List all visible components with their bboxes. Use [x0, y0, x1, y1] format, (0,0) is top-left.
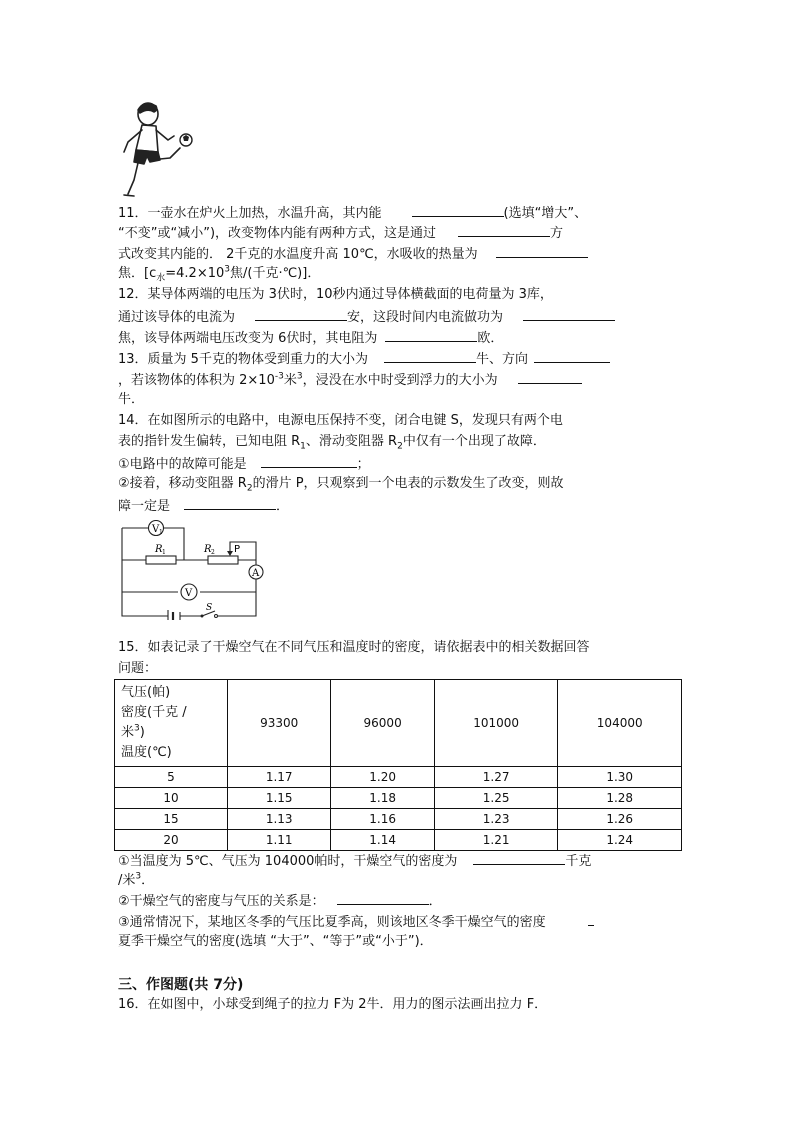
- q12-blank-2[interactable]: [523, 306, 615, 321]
- table-row: [115, 788, 682, 809]
- q11-text-1: 11．一壶水在炉火上加热，水温升高，其内能: [118, 206, 382, 221]
- q13-exp-2: 3: [296, 371, 303, 382]
- svg-text:1: 1: [159, 529, 163, 536]
- q13-text-3: 牛．: [118, 392, 145, 407]
- r1-label-sub: 1: [162, 549, 166, 556]
- density-cell: 1.24: [558, 830, 682, 851]
- density-cell: 1.15: [228, 788, 331, 809]
- q11-water-sub: 水: [156, 273, 166, 284]
- density-cell: 1.21: [434, 830, 558, 851]
- density-cell: 1.26: [558, 809, 682, 830]
- q15-blank-2[interactable]: [337, 890, 429, 905]
- svg-text:A: A: [252, 568, 260, 579]
- q12-text-1: 12．某导体两端的电压为 3伏时，10秒内通过导体横截面的电荷量为 3库，: [118, 287, 553, 302]
- q13-blank-2[interactable]: [534, 348, 610, 363]
- q11-text-1-tail: (选填“增大”、: [503, 206, 588, 221]
- q15-a1-end: ．: [141, 873, 155, 888]
- table-row: [115, 809, 682, 830]
- q11-line-3: [118, 243, 588, 265]
- q13-text-1b: 牛、方向: [475, 352, 528, 367]
- q11-text-4b: =4.2×10: [165, 266, 225, 281]
- q14-line-3: [118, 453, 370, 475]
- q11-text-3: 式改变其内能的． 2千克的水温度升高 10℃，水吸收的热量为: [118, 247, 478, 262]
- q15-answer-3: [118, 911, 594, 933]
- r2-label: R: [204, 544, 212, 555]
- density-cell: 1.25: [434, 788, 558, 809]
- q15-a2-end: ．: [428, 894, 442, 909]
- q11-text-4c: 焦/(千克·℃)]．: [230, 266, 321, 281]
- q13-blank-1[interactable]: [384, 348, 476, 363]
- q15-a3-text: ③通常情况下，某地区冬季的气压比夏季高，则该地区冬季干燥空气的密度: [118, 915, 546, 930]
- q15-answer-1-cont: [118, 871, 154, 891]
- temp-cell: 10: [115, 788, 228, 809]
- table-row: [115, 830, 682, 851]
- q14-blank-2[interactable]: [184, 495, 276, 510]
- q14-blank-1[interactable]: [261, 453, 357, 468]
- density-cell: 1.23: [434, 809, 558, 830]
- q16-line-1: [118, 995, 547, 1015]
- q15-line-1: [118, 638, 590, 658]
- q11-blank-1[interactable]: [412, 202, 504, 217]
- header-unit-text: 米: [121, 725, 135, 740]
- q15-a1-text: ①当温度为 5℃、气压为 104000帕时，干燥空气的密度为: [118, 854, 458, 869]
- q15-a1-unit-2: /米: [118, 873, 136, 888]
- svg-text:S: S: [206, 603, 213, 613]
- q11-blank-3[interactable]: [496, 243, 588, 258]
- density-cell: 1.16: [331, 809, 434, 830]
- q11-text-2-tail: 方: [550, 226, 564, 241]
- soccer-ball-icon: [180, 134, 192, 146]
- q13-text-1a: 13．质量为 5千克的物体受到重力的大小为: [118, 352, 368, 367]
- q12-line-1: [118, 285, 553, 305]
- q11-line-4: [118, 264, 320, 284]
- q13-line-1: [118, 348, 610, 370]
- table-header-cell: [115, 680, 228, 767]
- density-cell: 1.28: [558, 788, 682, 809]
- density-cell: 1.20: [331, 767, 434, 788]
- temp-cell: 20: [115, 830, 228, 851]
- q14-line-2: [118, 432, 546, 452]
- q14-text-3a: ①电路中的故障可能是: [118, 457, 247, 472]
- q16-text-1: 16．在如图中，小球受到绳子的拉力 F为 2牛．用力的图示法画出拉力 F．: [118, 997, 548, 1012]
- voltmeter-v-icon: [181, 584, 197, 600]
- air-density-table: [114, 679, 682, 851]
- q11-line-1: [118, 202, 587, 224]
- q15-a1-unit: 千克: [565, 854, 592, 869]
- temp-cell: 15: [115, 809, 228, 830]
- q14-text-1: 14．在如图所示的电路中，电源电压保持不变，闭合电键 S，发现只有两个电: [118, 413, 563, 428]
- q13-text-2c: ，浸没在水中时受到浮力的大小为: [302, 373, 498, 388]
- pressure-col-4: 104000: [558, 680, 682, 767]
- q12-text-3a: 焦，该导体两端电压改变为 6伏时，其电阻为: [118, 331, 378, 346]
- svg-text:V: V: [185, 588, 193, 599]
- r2-label-sub: 2: [211, 549, 215, 556]
- slider-p-label: P: [234, 544, 241, 555]
- q11-line-2: [118, 222, 563, 244]
- q14-r2-sub-2: 2: [246, 483, 253, 494]
- svg-text:V: V: [152, 524, 160, 535]
- voltmeter-v1-icon: [149, 521, 164, 537]
- q13-text-2a: ，若该物体的体积为 2×10: [118, 373, 275, 388]
- r1-label: R: [155, 544, 163, 555]
- q12-line-3: [118, 327, 503, 349]
- q14-line-4: [118, 474, 564, 494]
- header-unit-sup: 3: [134, 723, 140, 734]
- density-cell: 1.11: [228, 830, 331, 851]
- q14-line-1: [118, 411, 563, 431]
- q14-r1-sub: 1: [300, 441, 306, 452]
- resistor-r1: [146, 556, 176, 564]
- q12-text-3b: 欧．: [477, 331, 504, 346]
- table-header-row: [115, 680, 682, 767]
- q12-blank-3[interactable]: [385, 327, 477, 342]
- q15-answer-1: [118, 850, 591, 872]
- pressure-col-2: 96000: [331, 680, 434, 767]
- q15-a1-sup: 3: [135, 871, 142, 882]
- header-density-label: 密度(千克 /: [121, 705, 187, 720]
- q15-answer-2: [118, 890, 442, 912]
- q14-text-4b: 的滑片 P，只观察到一个电表的示数发生了改变，则故: [252, 476, 564, 491]
- temp-cell: 5: [115, 767, 228, 788]
- density-cell: 1.27: [434, 767, 558, 788]
- q13-exp-1: -3: [274, 371, 284, 382]
- q14-text-2c: 中仅有一个出现了故障．: [402, 434, 546, 449]
- header-pressure-label: 气压(帕): [121, 685, 171, 700]
- q15-a2-text: ②干燥空气的密度与气压的关系是：: [118, 894, 325, 909]
- q12-blank-1[interactable]: [255, 306, 347, 321]
- header-temperature-label: 温度(℃): [121, 745, 172, 760]
- section-3-title: 三、作图题(共 7分): [118, 977, 244, 993]
- q12-line-2: [118, 306, 615, 328]
- density-cell: 1.14: [331, 830, 434, 851]
- q12-text-2a: 通过该导体的电流为: [118, 310, 236, 325]
- boy-kicking-ball-illustration: [114, 100, 196, 198]
- q12-text-2b: 安，这段时间内电流做功为: [347, 310, 504, 325]
- q13-line-2: [118, 369, 582, 391]
- rheostat-r2: [208, 556, 238, 564]
- q15-blank-3[interactable]: [588, 911, 594, 926]
- q11-text-2: “不变”或“减小”)，改变物体内能有两种方式，这是通过: [118, 226, 437, 241]
- density-cell: 1.30: [558, 767, 682, 788]
- table-row: [115, 767, 682, 788]
- density-cell: 1.13: [228, 809, 331, 830]
- q15-line-2: [118, 659, 157, 679]
- q15-answer-4: [118, 932, 433, 952]
- pressure-col-3: 101000: [434, 680, 558, 767]
- q14-text-5b: ．: [276, 499, 290, 514]
- battery-icon: [168, 610, 180, 620]
- q13-blank-3[interactable]: [518, 369, 582, 384]
- density-cell: 1.18: [331, 788, 434, 809]
- q11-text-4a: 焦．[c: [118, 266, 157, 281]
- q14-text-3b: ；: [356, 457, 370, 472]
- switch-s-icon: [201, 603, 218, 618]
- slider-arrow-icon: [227, 551, 233, 556]
- q14-line-5: [118, 495, 289, 517]
- density-cell: 1.17: [228, 767, 331, 788]
- q14-text-2a: 表的指针发生偏转，已知电阻 R: [118, 434, 301, 449]
- q13-line-3: [118, 390, 144, 410]
- q15-a4-text: 夏季干燥空气的密度(选填 “大于”、“等于”或“小于”)．: [118, 934, 433, 949]
- pressure-col-1: 93300: [228, 680, 331, 767]
- q11-exp: 3: [224, 264, 230, 275]
- circuit-diagram: [118, 520, 268, 620]
- q15-text-2: 问题：: [118, 661, 158, 676]
- header-unit-close: ): [139, 725, 145, 740]
- q15-blank-1[interactable]: [473, 850, 565, 865]
- ammeter-icon: [249, 565, 263, 579]
- q14-r2-sub: 2: [397, 441, 403, 452]
- q11-blank-2[interactable]: [458, 222, 550, 237]
- q14-text-2b: 、滑动变阻器 R: [305, 434, 398, 449]
- q14-text-4a: ②接着，移动变阻器 R: [118, 476, 247, 491]
- q14-text-5a: 障一定是: [118, 499, 171, 514]
- q15-text-1: 15．如表记录了干燥空气在不同气压和温度时的密度，请依据表中的相关数据回答: [118, 640, 590, 655]
- header-density-unit: [121, 723, 227, 743]
- q13-text-2b: 米: [283, 373, 297, 388]
